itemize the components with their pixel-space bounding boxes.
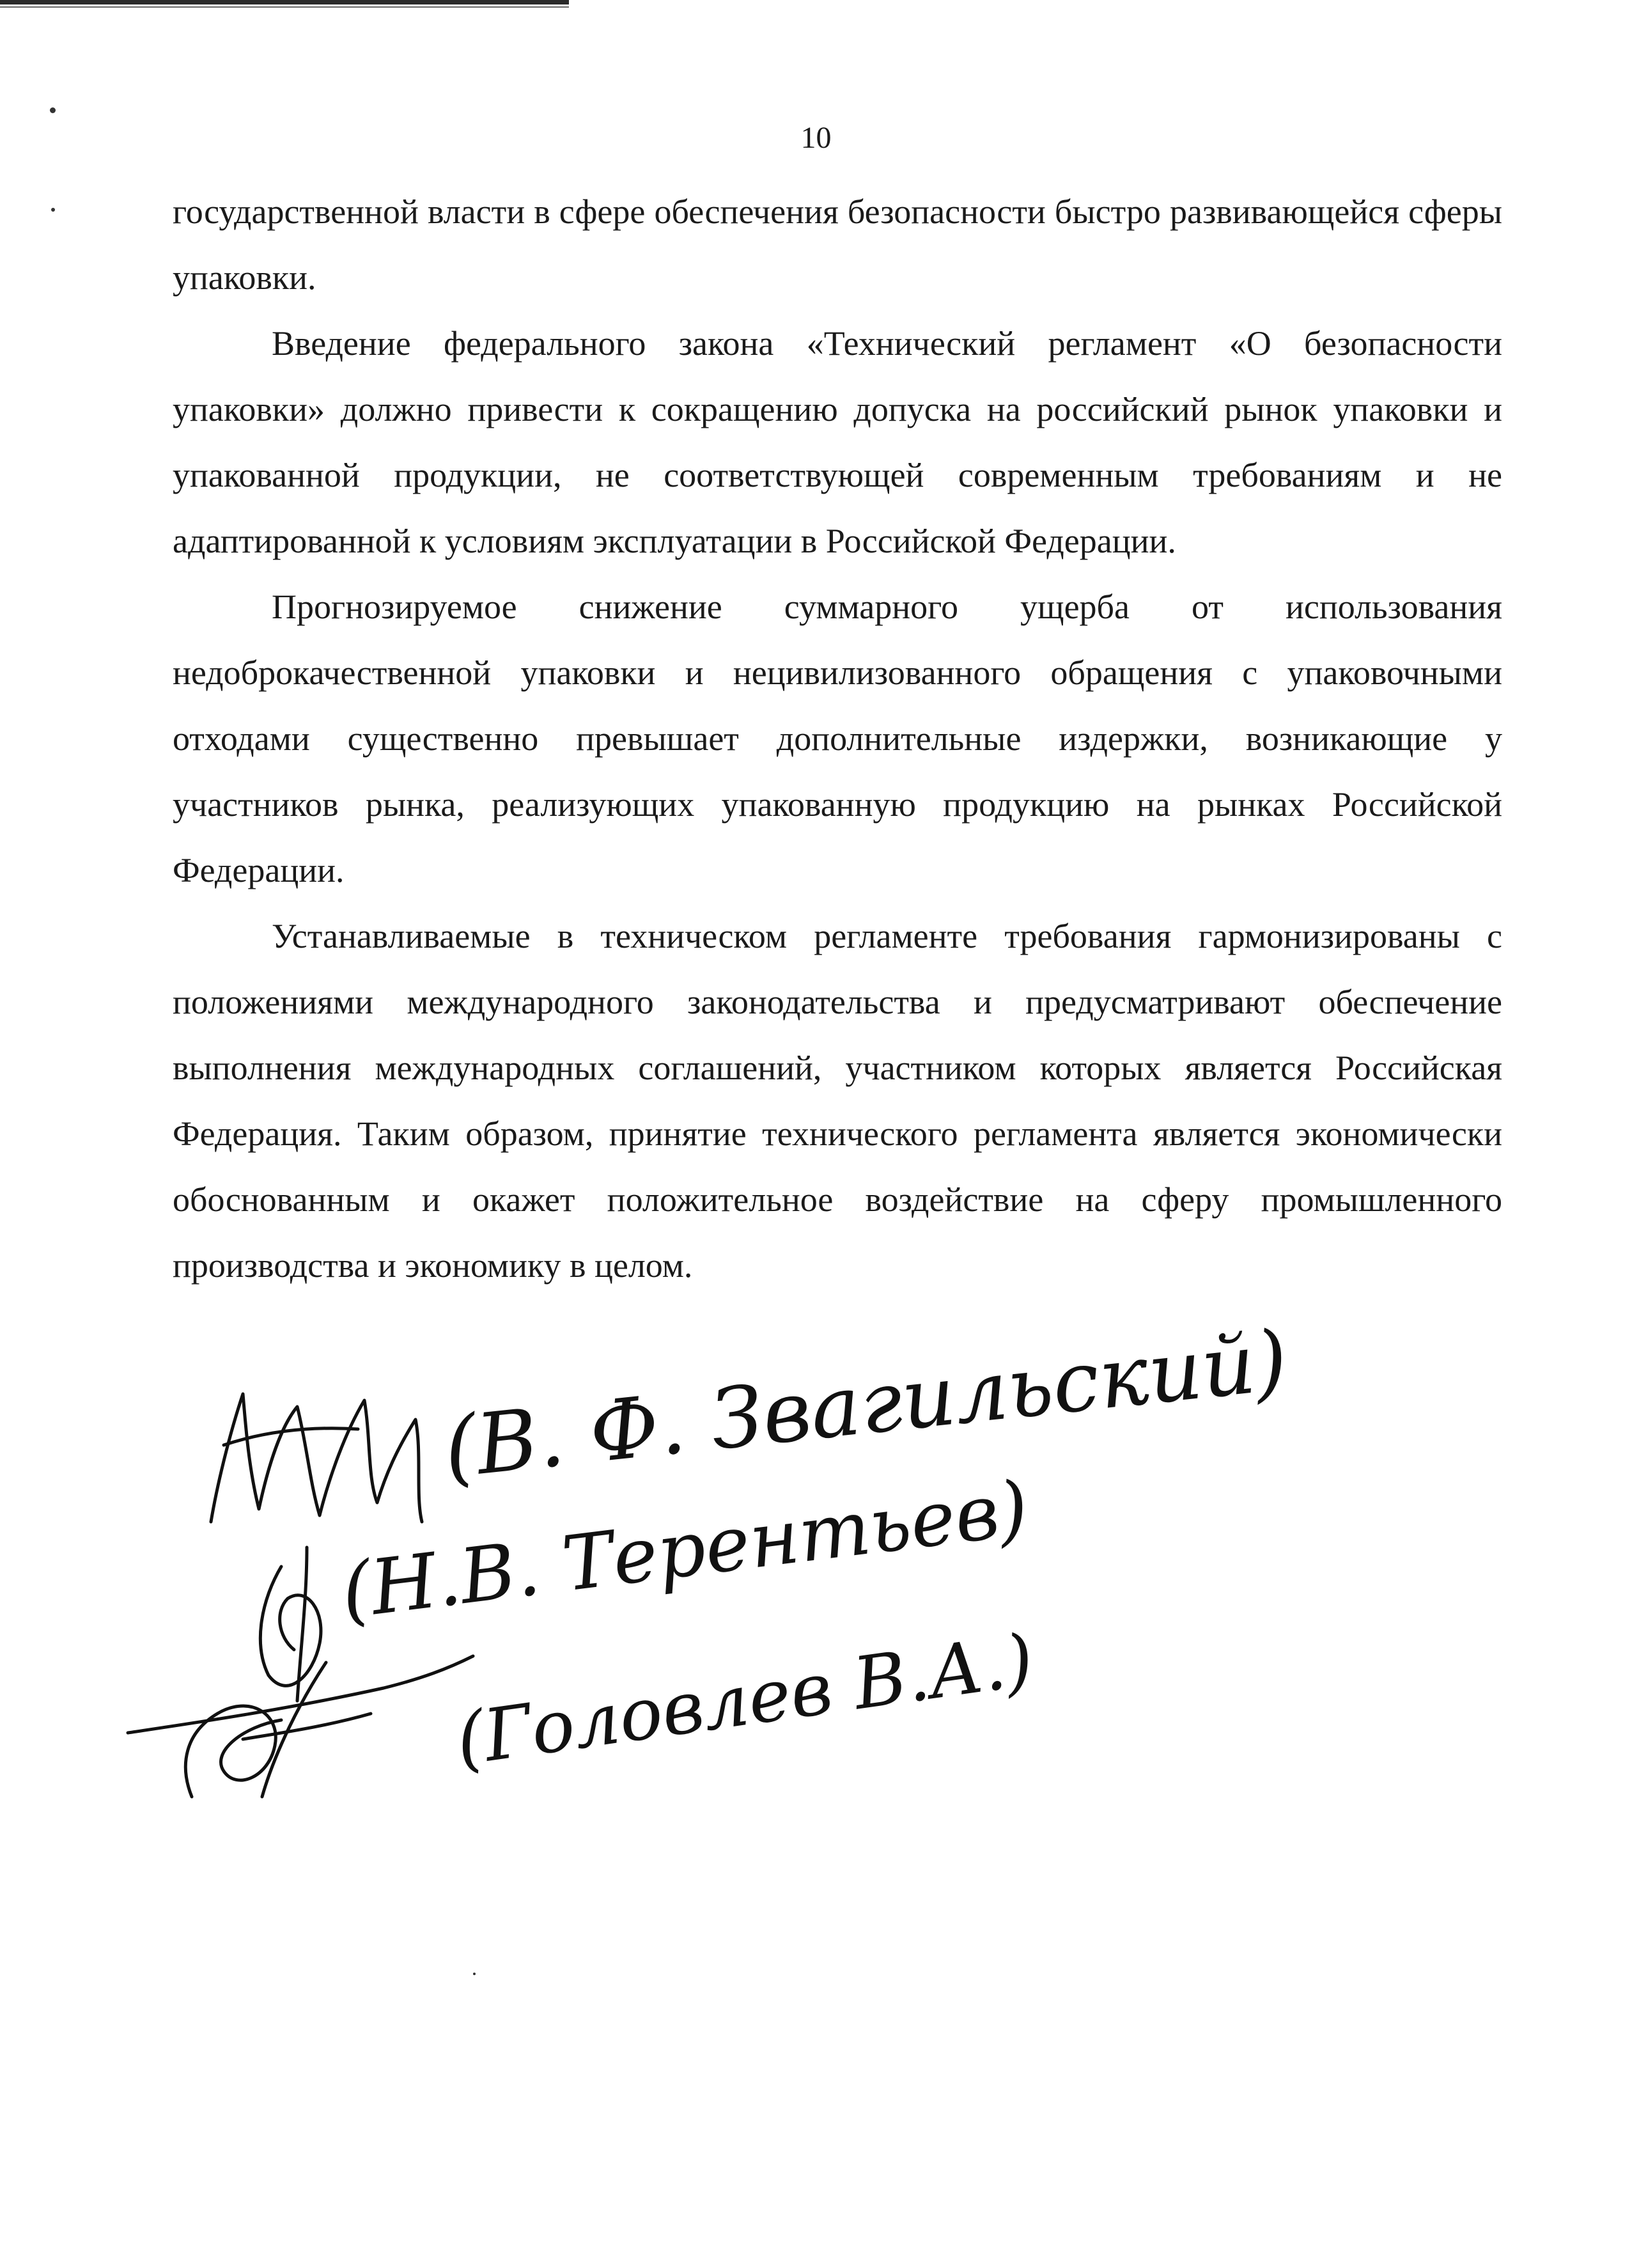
signature-scribble xyxy=(260,1547,321,1701)
scan-speck xyxy=(51,208,55,212)
signature-drawing xyxy=(115,1311,1293,1816)
signature-name: (Н.В. Терентьев) xyxy=(336,1464,1033,1636)
scan-edge-line-thin xyxy=(0,6,569,8)
paragraph: Прогнозируемое снижение суммарного ущерба от использования недоброкачественной упаковки и нецивилизованного обращения с упаковочными отходами существенно превышает дополнительные издержки, возникающие у участников рынка, реализующих упакованную продукцию на рынках Российской Федерации. xyxy=(173,588,1502,889)
scan-speck xyxy=(50,107,56,113)
paragraph: Введение федерального закона «Технический регламент «О безопасности упаковки» должно привести к сокращению допуска на российский рынок упаковки и упакованной продукции, не соответствующей современным требованиям и не адаптированной к условиям эксплуатации в Российской Федерации. xyxy=(173,324,1502,560)
scan-speck xyxy=(473,1973,476,1975)
paragraph: государственной власти в сфере обеспечения безопасности быстро развивающейся сферы упаковки. xyxy=(173,192,1502,297)
document-body xyxy=(173,179,1502,1299)
signature-name: (В. Ф. Звагильский) xyxy=(439,1311,1293,1497)
signature-scribble xyxy=(211,1394,422,1522)
paragraph: Устанавливаемые в техническом регламенте требования гармонизированы с положениями международного законодательства и предусматривают обеспечение выполнения международных соглашений, участником которых является Российская Федерация. Таким образом, принятие технического регламента является экономически обоснованным и окажет положительное воздействие на сферу промышленного производства и экономику в целом. xyxy=(173,917,1502,1285)
page-number: 10 xyxy=(800,121,832,155)
signature-block xyxy=(115,1311,1293,1816)
signature-name: (Головлев В.А.) xyxy=(451,1618,1039,1782)
scan-edge-line xyxy=(0,0,569,4)
